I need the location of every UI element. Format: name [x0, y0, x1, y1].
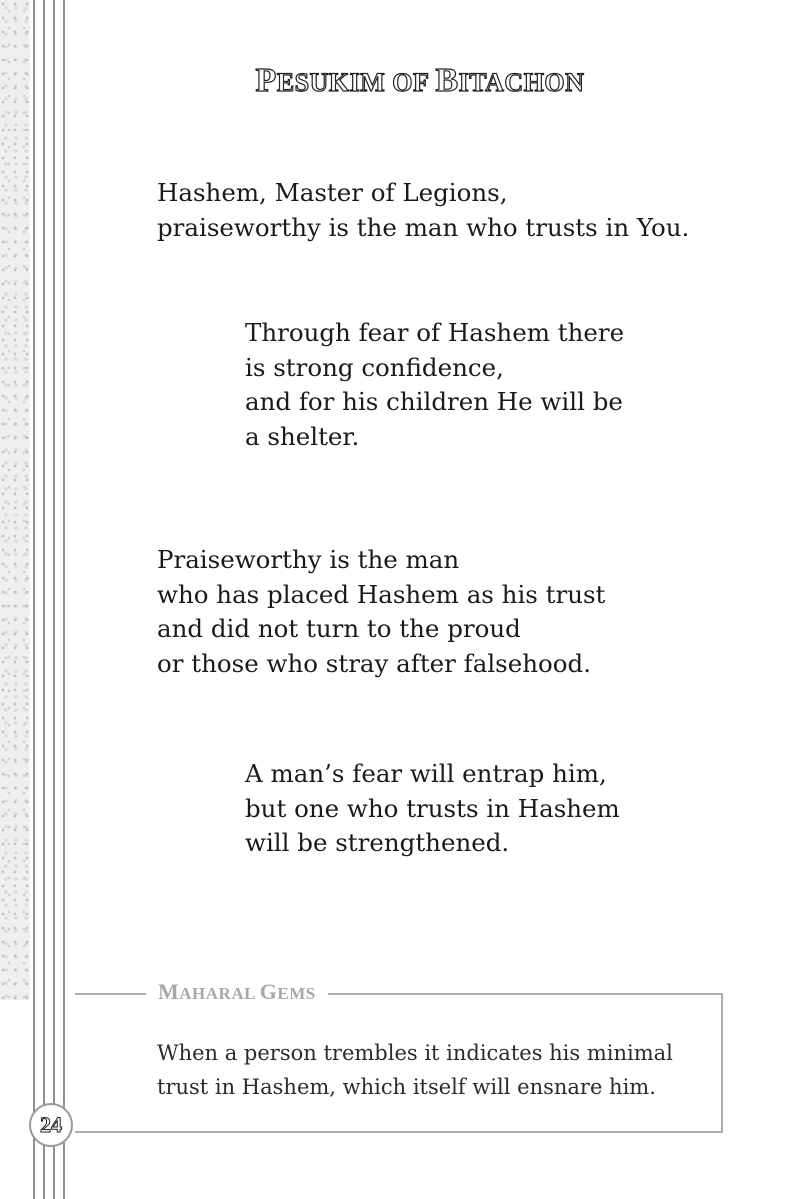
- border-stripe: [63, 0, 65, 1199]
- verse-4: A man’s fear will entrap him, but one who trusts in Hashem will be strengthened.: [245, 759, 620, 857]
- border-stripe: [33, 0, 35, 1199]
- verse-3: Praiseworthy is the man who has placed Hashem as his trust and did not turn to the proud or those who stray after falsehood.: [157, 545, 606, 678]
- maharal-gems-heading: MAHARAL GEMS: [146, 979, 328, 1005]
- page-number: 24: [40, 1112, 62, 1137]
- verse-1: Hashem, Master of Legions, praiseworthy is the man who trusts in You.: [157, 178, 690, 242]
- maharal-gems-text: When a person trembles it indicates his minimal trust in Hashem, which itself will ensnare him.: [157, 1041, 673, 1099]
- page-title: PESUKIM OF BITACHON: [255, 62, 585, 99]
- page-number-badge: [29, 1103, 73, 1147]
- verse-2: Through fear of Hashem there is strong confidence, and for his children He will be a shelter.: [245, 318, 625, 451]
- decorative-border-texture: [0, 0, 30, 1000]
- border-stripe: [53, 0, 55, 1199]
- border-stripe: [43, 0, 45, 1199]
